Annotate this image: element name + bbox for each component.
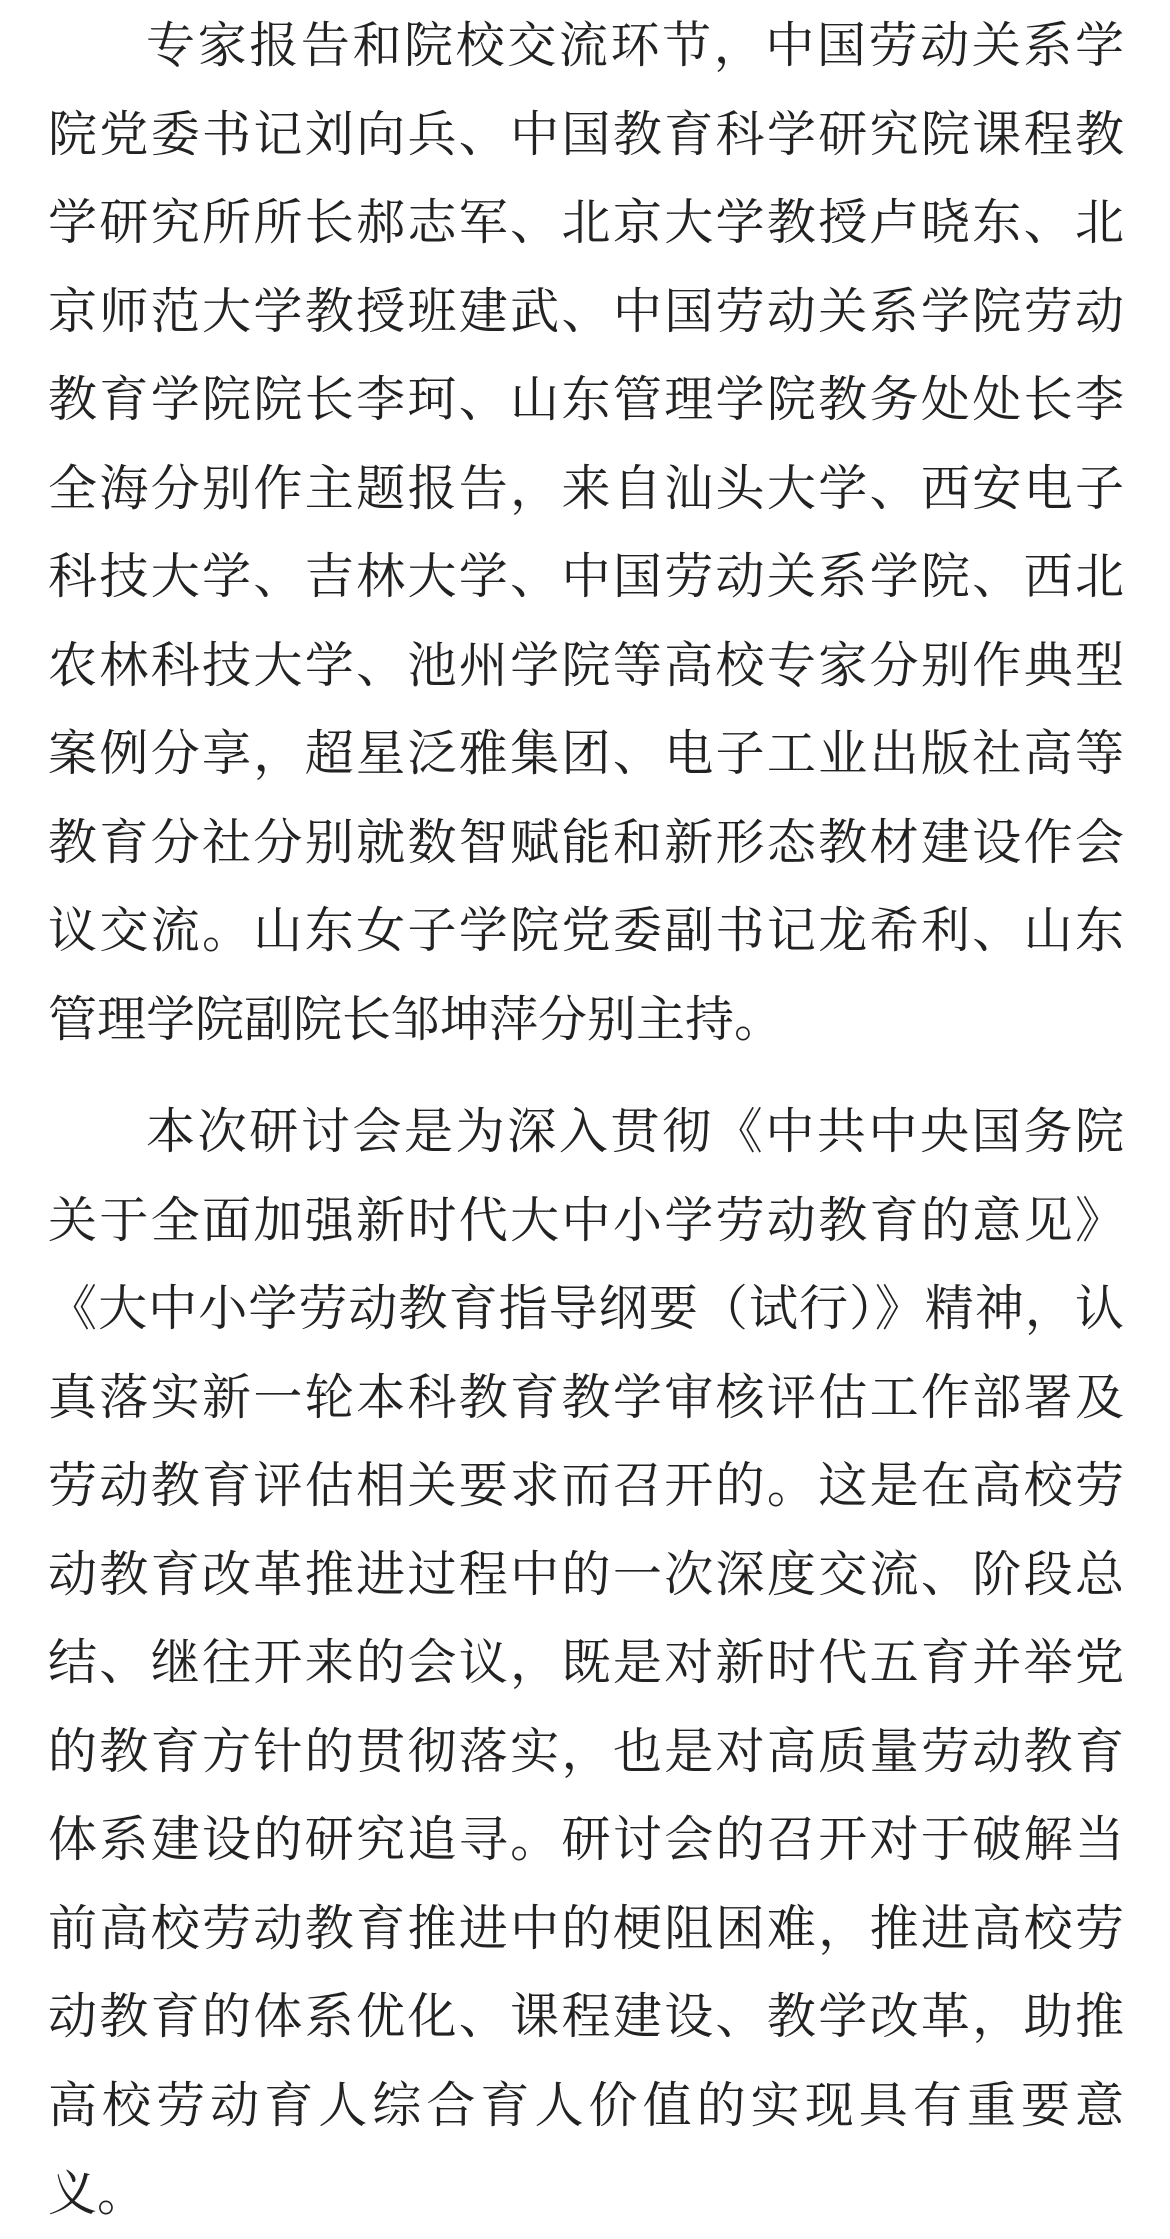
paragraph-expert-reports: 专家报告和院校交流环节，中国劳动关系学院党委书记刘向兵、中国教育科学研究院课程教学研究所所长郝志军、北京大学教授卢晓东、北京师范大学教授班建武、中国劳动关系学院劳动教育学院院长李珂、山东管理学院教务处处长李全海分别作主题报告，来自汕头大学、西安电子科技大学、吉林大学、中国劳动关系学院、西北农林科技大学、池州学院等高校专家分别作典型案例分享，超星泛雅集团、电子工业出版社高等教育分社分别就数智赋能和新形态教材建设作会议交流。山东女子学院党委副书记龙希利、山东管理学院副院长邹坤萍分别主持。 xyxy=(48,17,1124,1048)
paragraph-seminar-purpose: 本次研讨会是为深入贯彻《中共中央国务院关于全面加强新时代大中小学劳动教育的意见》《大中小学劳动教育指导纲要（试行）》精神，认真落实新一轮本科教育教学审核评估工作部署及劳动教育评估相关要求而召开的。这是在高校劳动教育改革推进过程中的一次深度交流、阶段总结、继往开来的会议，既是对新时代五育并举党的教育方针的贯彻落实，也是对高质量劳动教育体系建设的研究追寻。研讨会的召开对于破解当前高校劳动教育推进中的梗阻困难，推进高校劳动教育的体系优化、课程建设、教学改革，助推高校劳动育人综合育人价值的实现具有重要意义。 xyxy=(48,1103,1124,2222)
